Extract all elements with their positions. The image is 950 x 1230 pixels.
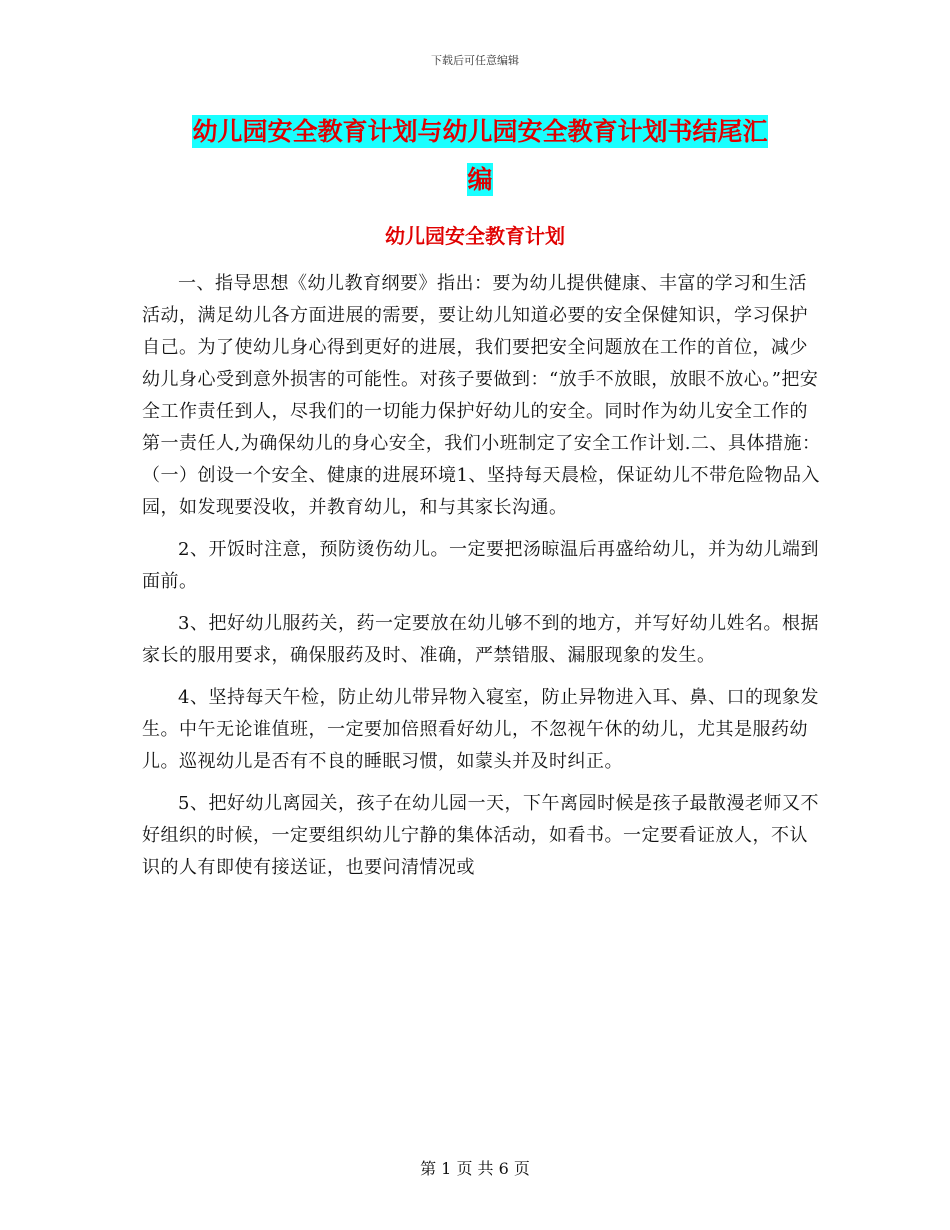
- document-body: [142, 268, 822, 894]
- section-heading: 幼儿园安全教育计划: [385, 224, 565, 248]
- paragraph: 4、坚持每天午检，防止幼儿带异物入寝室，防止异物进入耳、鼻、口的现象发生。中午无论谁值班，一定要加倍照看好幼儿，不忽视午休的幼儿，尤其是服药幼儿。巡视幼儿是否有不良的睡眠习惯，如蒙头并及时纠正。: [142, 687, 819, 772]
- page-number: 第 1 页 共 6 页: [420, 1159, 530, 1178]
- header-note: 下载后可任意编辑: [431, 54, 519, 67]
- paragraph: 2、开饭时注意，预防烫伤幼儿。一定要把汤晾温后再盛给幼儿，并为幼儿端到面前。: [142, 539, 819, 592]
- document-title-line1: 幼儿园安全教育计划与幼儿园安全教育计划书结尾汇: [192, 117, 768, 146]
- paragraph: 一、指导思想《幼儿教育纲要》指出：要为幼儿提供健康、丰富的学习和生活活动，满足幼儿各方面进展的需要，要让幼儿知道必要的安全保健知识，学习保护自己。为了使幼儿身心得到更好的进展，我们要把安全问题放在工作的首位，减少幼儿身心受到意外损害的可能性。对孩子要做到：“放手不放眼，放眼不放心。”把安全工作责任到人，尽我们的一切能力保护好幼儿的安全。同时作为幼儿安全工作的第一责任人,为确保幼儿的身心安全，我们小班制定了安全工作计划.二、具体措施：（一）创设一个安全、健康的进展环境1、坚持每天晨检，保证幼儿不带危险物品入园，如发现要没收，并教育幼儿，和与其家长沟通。: [142, 273, 821, 518]
- paragraph: 3、把好幼儿服药关，药一定要放在幼儿够不到的地方，并写好幼儿姓名。根据家长的服用要求，确保服药及时、准确，严禁错服、漏服现象的发生。: [142, 613, 819, 666]
- document-title: [140, 108, 820, 204]
- document-title-line2: 编: [467, 165, 493, 194]
- paragraph: 5、把好幼儿离园关，孩子在幼儿园一天，下午离园时候是孩子最散漫老师又不好组织的时候，一定要组织幼儿宁静的集体活动，如看书。一定要看证放人，不认识的人有即使有接送证，也要问清情况或: [142, 793, 819, 878]
